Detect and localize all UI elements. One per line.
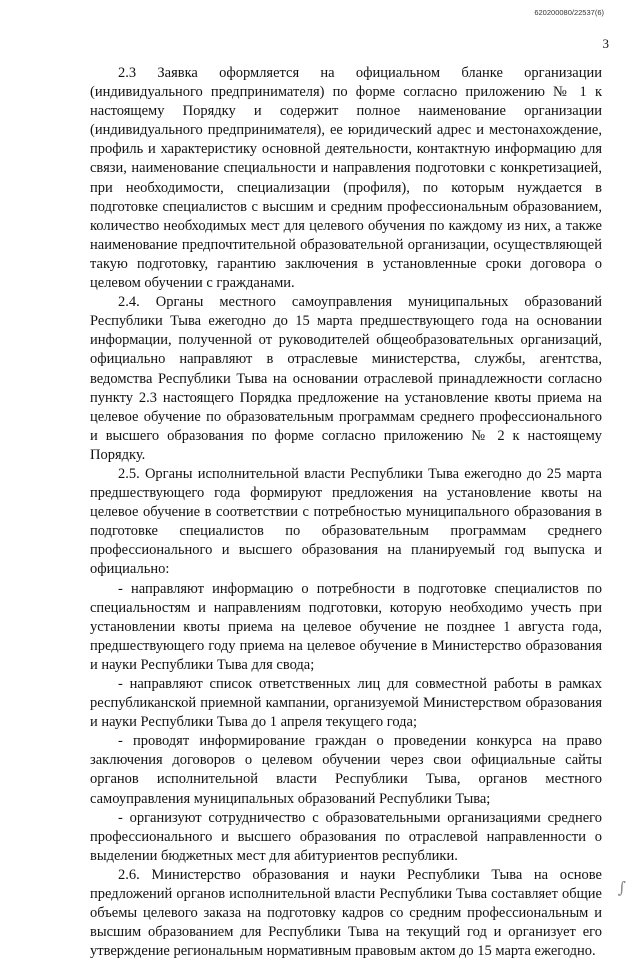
paragraph-2-3: 2.3 Заявка оформляется на официальном бланке организации (индивидуального предпринимателя) по форме согласно приложению № 1 к настоящему Порядку и содержит полное наименование организации (индивидуального предпринимателя), ее юридический адрес и местонахождение, профиль и характеристику основной деятельности, контактную информацию для связи, наименование специальности и направления подготовки с конкретизацией, при необходимости, специализации (профиля), по которым нуждается в подготовке специалистов с высшим и средним профессиональным образованием, количество необходимых мест для целевого обучения по каждому из них, а также наименование предпочтительной образовательной организации, осуществляющей такую подготовку, гарантию заключения в установленные сроки договора о целевом обучении с гражданами. (90, 65, 602, 292)
paragraph-2-5: 2.5. Органы исполнительной власти Республики Тыва ежегодно до 25 марта предшествующего года формируют предложения на установление квоты на целевое обучение в соответствии с потребностью муниципального образования в подготовке специалистов по образовательным программам среднего профессионального и высшего образования на планируемый год выпуска и официально: (90, 465, 602, 578)
list-item: - организуют сотрудничество с образовательными организациями среднего профессионального и высшего образования по отраслевой направленности о выделении бюджетных мест для абитуриентов республики. (90, 809, 602, 864)
paragraph-2-6: 2.6. Министерство образования и науки Республики Тыва на основе предложений органов исполнительной власти Республики Тыва составляет общие объемы целевого заказа на подготовку кадров со средним профессиональным и высшим образованием для Республики Тыва на текущий год и организует его утверждение региональным нормативным правовым актом до 15 марта ежегодно. (90, 866, 602, 960)
handwritten-mark: ∫ (617, 878, 626, 897)
document-body (90, 64, 602, 961)
list-item: - направляют список ответственных лиц для совместной работы в рамках республиканской приемной кампании, организуемой Министерством образования и науки Республики Тыва до 1 апреля текущего года; (90, 676, 602, 731)
document-id: 620200080/22537(6) (534, 8, 604, 17)
list-item: - проводят информирование граждан о проведении конкурса на право заключения договоров о целевом обучении через свои официальные сайты органов исполнительной власти Республики Тыва, органов местного самоуправления муниципальных образований Республики Тыва; (90, 733, 602, 807)
list-item: - направляют информацию о потребности в подготовке специалистов по специальностям и направлениям подготовки, которую необходимо учесть при установлении квоты приема на целевое обучение не позднее 1 августа года, предшествующего году приема на целевое обучение в Министерство образования и науки Республики Тыва для свода; (90, 580, 602, 673)
paragraph-2-4: 2.4. Органы местного самоуправления муниципальных образований Республики Тыва ежегодно до 15 марта предшествующего года на основании информации, полученной от руководителей общеобразовательных организаций, официально направляют в отраслевые министерства, службы, агентства, ведомства Республики Тыва на основании отраслевой принадлежности согласно пункту 2.3 настоящего Порядка предложение на установление квоты приема на целевое обучение по образовательным программам среднего профессионального и высшего образования по форме согласно приложению № 2 к настоящему Порядку. (90, 294, 602, 463)
page-number: 3 (602, 36, 609, 51)
